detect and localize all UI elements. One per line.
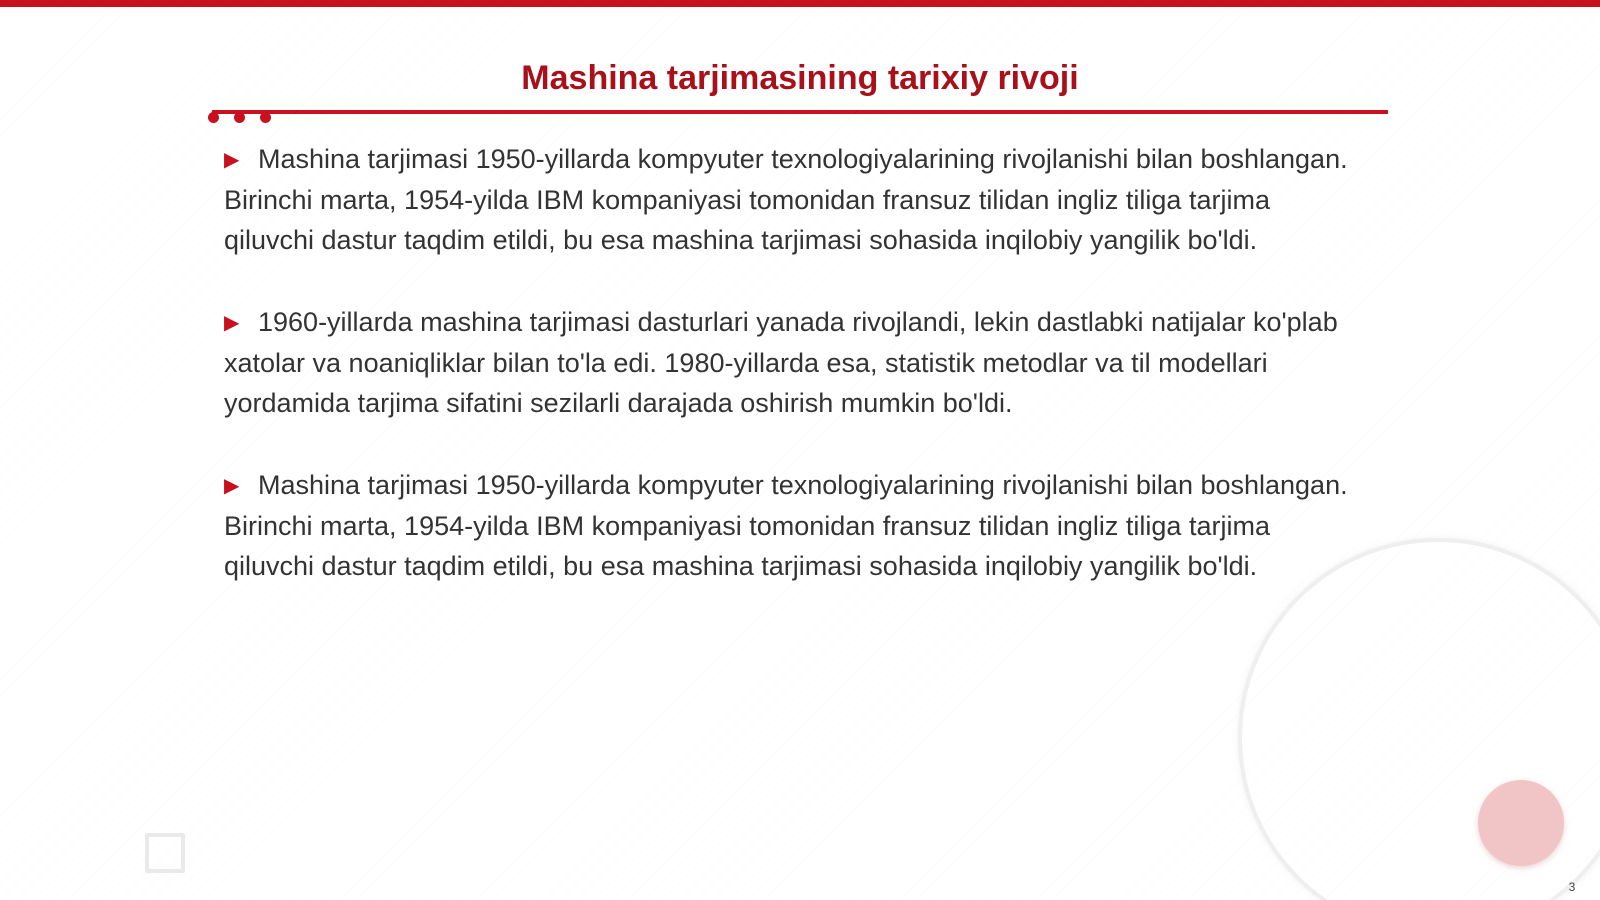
bullet-text: Mashina tarjimasi 1950-yillarda kompyuter texnologiyalarining rivojlanishi bilan boshlangan. Birinchi marta, 1954-yilda IBM kompaniyasi tomonidan fransuz tilidan ingliz tiliga tarjima qiluvchi dastur taqdim etildi, bu esa mashina tarjimasi sohasida inqilobiy yangilik bo'ldi.: [224, 144, 1348, 255]
triangle-right-icon: ▶: [224, 149, 240, 171]
bullet-paragraph-1: [224, 139, 1354, 260]
dot-icon: [260, 112, 271, 123]
top-accent-bar: [0, 0, 1600, 7]
bullet-paragraph-2: [224, 302, 1354, 423]
decorative-square: [145, 833, 185, 873]
bullet-list: [224, 139, 1354, 628]
title-underline: [212, 110, 1388, 114]
page-number: 3: [1568, 880, 1576, 894]
dot-icon: [234, 112, 245, 123]
triangle-right-icon: ▶: [224, 475, 240, 497]
bullet-text: 1960-yillarda mashina tarjimasi dasturlari yanada rivojlandi, lekin dastlabki natijalar ko'plab xatolar va noaniqliklar bilan to'la edi. 1980-yillarda esa, statistik metodlar va til modellari yordamida tarjima sifatini sezilarli darajada oshirish mumkin bo'ldi.: [224, 307, 1338, 418]
triangle-right-icon: ▶: [224, 312, 240, 334]
bullet-paragraph-3: [224, 465, 1354, 586]
slide-title: Mashina tarjimasining tarixiy rivoji: [521, 59, 1079, 97]
bullet-text: Mashina tarjimasi 1950-yillarda kompyuter texnologiyalarining rivojlanishi bilan boshlangan. Birinchi marta, 1954-yilda IBM kompaniyasi tomonidan fransuz tilidan ingliz tiliga tarjima qiluvchi dastur taqdim etildi, bu esa mashina tarjimasi sohasida inqilobiy yangilik bo'ldi.: [224, 470, 1348, 581]
dot-icon: [208, 112, 219, 123]
decorative-pink-circle: [1478, 780, 1564, 866]
